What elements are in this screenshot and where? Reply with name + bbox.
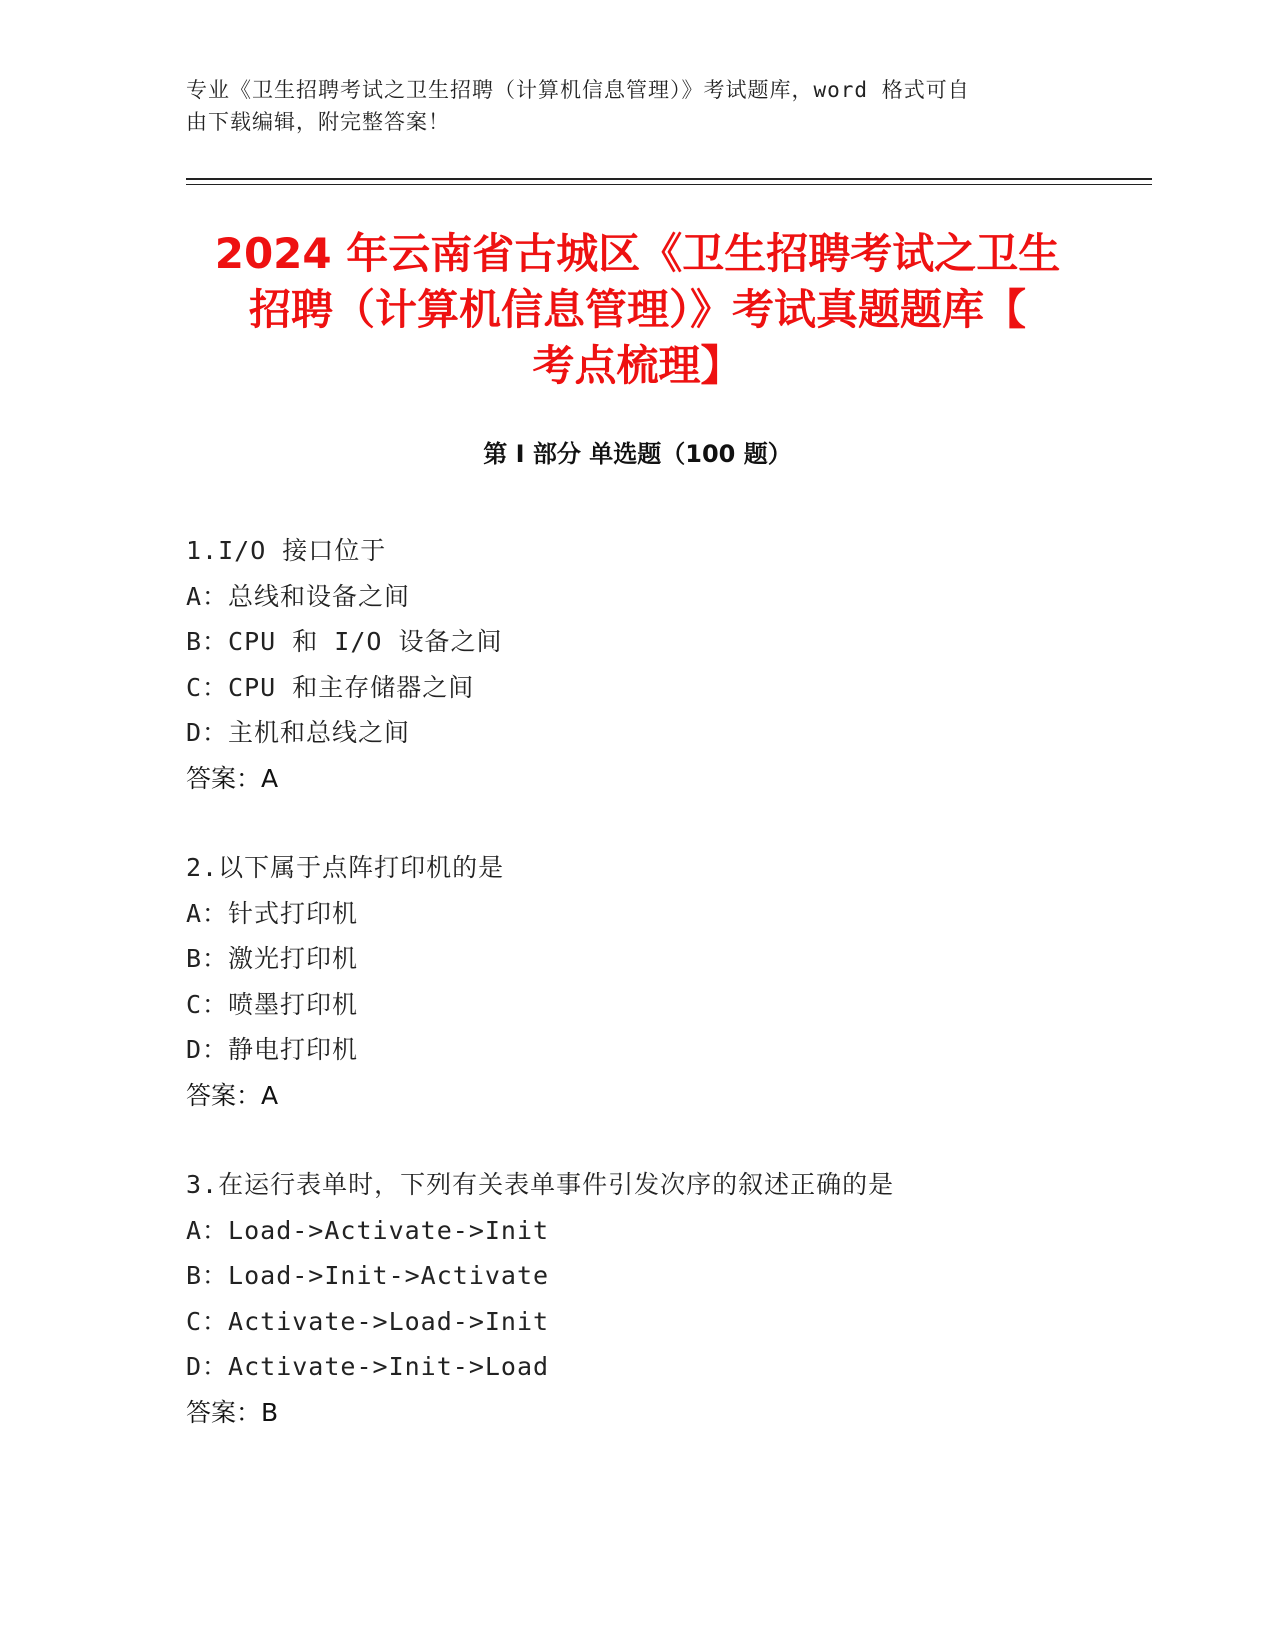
answer: 答案：A <box>186 1080 279 1110</box>
option-d: D：Activate->Init->Load <box>186 1352 550 1381</box>
document-title-line-1: 2024 年云南省古城区《卫生招聘考试之卫生 <box>214 229 1061 278</box>
option-c: C：Activate->Load->Init <box>186 1306 550 1336</box>
answer: 答案：A <box>186 763 279 793</box>
option-d: D：静电打印机 <box>186 1035 359 1064</box>
header-divider-thick <box>186 178 1152 180</box>
option-b: B：激光打印机 <box>186 944 359 973</box>
section-heading: 第 I 部分 单选题（100 题） <box>483 440 792 468</box>
option-b: B：Load->Init->Activate <box>186 1261 550 1290</box>
document-title-line-2: 招聘（计算机信息管理）》考试真题题库【 <box>248 285 1026 334</box>
header-note <box>186 74 1086 138</box>
question-stem: 1.I/O 接口位于 <box>186 536 387 565</box>
question-1 <box>186 528 1146 801</box>
question-stem: 3.在运行表单时，下列有关表单事件引发次序的叙述正确的是 <box>186 1170 895 1199</box>
header-note-line-2: 由下载编辑，附完整答案！ <box>186 110 450 134</box>
document-title <box>170 226 1105 394</box>
header-note-line-1: 专业《卫生招聘考试之卫生招聘（计算机信息管理）》考试题库，word 格式可自 <box>186 78 970 102</box>
question-list <box>186 528 1146 1479</box>
document-title-line-3: 考点梳理】 <box>532 341 743 390</box>
option-a: A：针式打印机 <box>186 898 359 928</box>
question-2 <box>186 845 1146 1118</box>
option-c: C：喷墨打印机 <box>186 989 359 1019</box>
option-d: D：主机和总线之间 <box>186 718 411 747</box>
option-a: A：Load->Activate->Init <box>186 1215 550 1245</box>
option-a: A：总线和设备之间 <box>186 581 411 611</box>
question-stem: 2.以下属于点阵打印机的是 <box>186 853 505 882</box>
option-b: B：CPU 和 I/O 设备之间 <box>186 627 503 656</box>
question-3 <box>186 1162 1146 1435</box>
answer: 答案：B <box>186 1397 279 1427</box>
header-divider-thin <box>186 184 1152 185</box>
option-c: C：CPU 和主存储器之间 <box>186 672 475 702</box>
